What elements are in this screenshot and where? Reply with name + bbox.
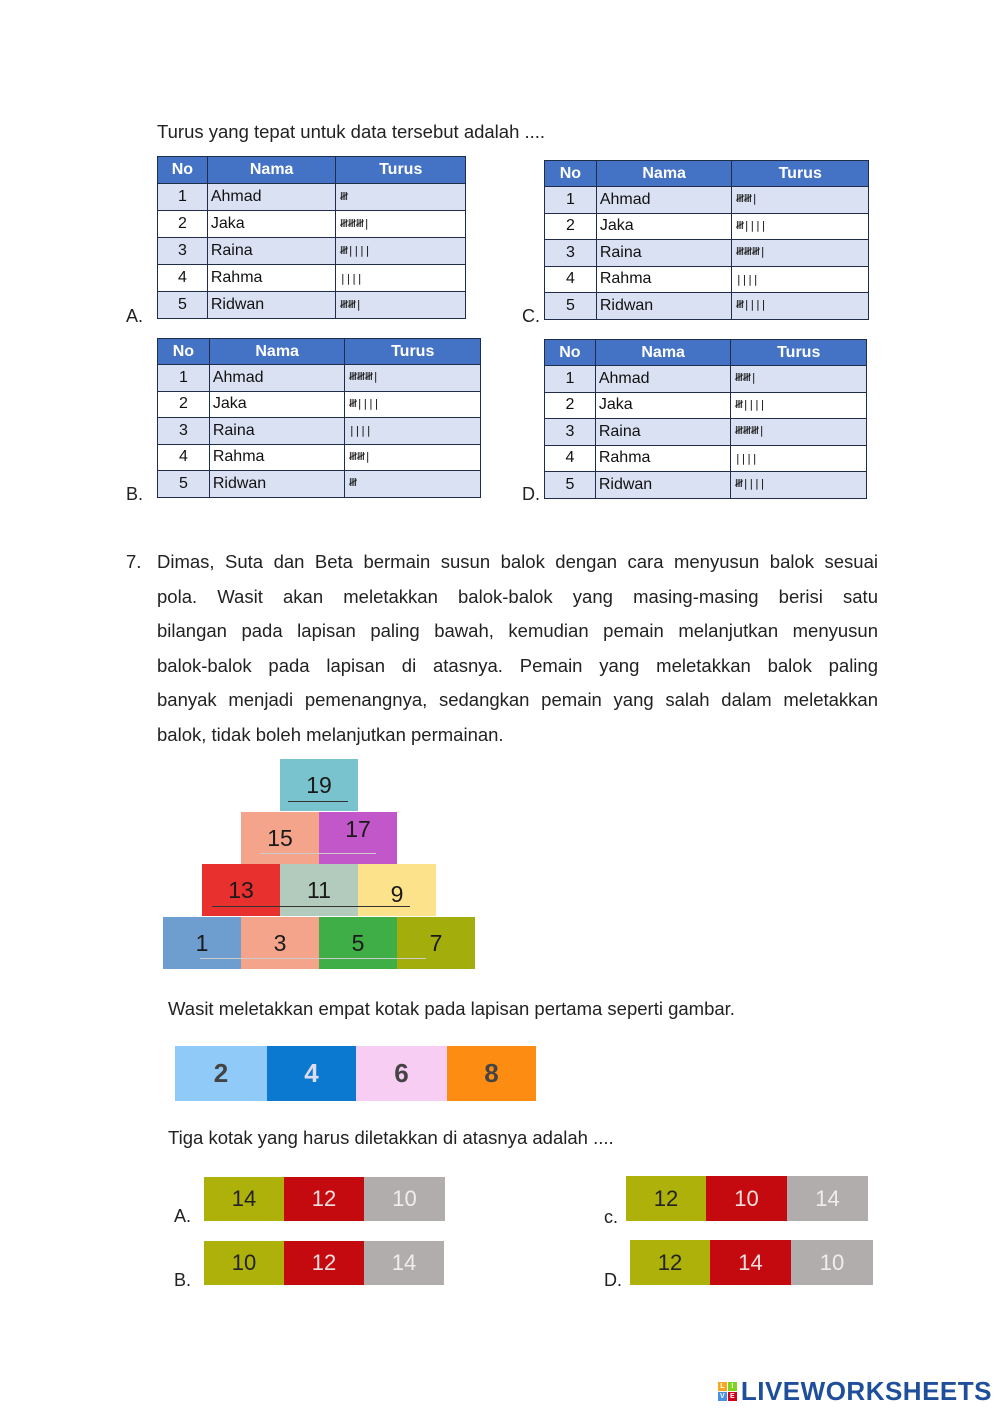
option-box: 12: [284, 1177, 364, 1221]
tally-marks: ||||: [336, 265, 466, 292]
table-row: 2 Jaka 𝍸||||: [545, 213, 869, 240]
header-no: No: [545, 161, 597, 187]
arrow-right-icon: [200, 958, 426, 959]
table-row: 2 Jaka 𝍸||||: [158, 391, 481, 418]
tally-marks: 𝍸||||: [731, 472, 867, 499]
header-turus: Turus: [336, 157, 466, 184]
option-box: 14: [710, 1240, 791, 1285]
tally-table-b: [157, 338, 481, 498]
header-nama: Nama: [207, 157, 336, 184]
tally-marks: 𝍸||||: [731, 392, 867, 419]
table-row: 3 Raina ||||: [158, 418, 481, 445]
table-row: 1 Ahmad 𝍸: [158, 184, 466, 211]
header-no: No: [158, 339, 210, 365]
tally-question: Turus yang tepat untuk data tersebut adalah ....: [157, 121, 546, 142]
option-box: 10: [791, 1240, 873, 1285]
tally-marks: ||||: [732, 266, 869, 293]
liveworksheets-logo: [718, 1376, 992, 1407]
layer-box: 6: [356, 1046, 447, 1101]
question-number: 7.: [126, 551, 142, 572]
question-line: balok-balok pada lapisan di atasnya. Pemain yang meletakkan balok paling: [157, 654, 878, 676]
option-a-label[interactable]: A.: [126, 306, 144, 326]
option-box: 12: [630, 1240, 710, 1285]
pyramid-block: 13: [202, 864, 280, 916]
tally-marks: 𝍸||||: [732, 213, 869, 240]
header-turus: Turus: [731, 340, 867, 366]
option-a-label[interactable]: A.: [174, 1206, 192, 1226]
table-row: 3 Raina 𝍸𝍸𝍸|: [545, 419, 867, 446]
tally-marks: ||||: [731, 445, 867, 472]
question-line: bilangan pada lapisan paling bawah, kemudian pemain melanjutkan menyusun: [157, 620, 878, 641]
tally-marks: 𝍸𝍸|: [336, 292, 466, 319]
table-row: 3 Raina 𝍸||||: [158, 238, 466, 265]
header-turus: Turus: [732, 161, 869, 187]
tally-marks: 𝍸𝍸𝍸|: [731, 419, 867, 446]
arrow-left-icon: [212, 906, 410, 907]
tally-marks: 𝍸: [336, 184, 466, 211]
tally-marks: 𝍸𝍸|: [732, 187, 869, 214]
pyramid-block: 3: [241, 917, 319, 969]
table-row: 5 Ridwan 𝍸: [158, 471, 481, 498]
tally-marks: 𝍸𝍸𝍸|: [336, 211, 466, 238]
option-box: 10: [706, 1176, 787, 1221]
table-row: 4 Rahma ||||: [545, 445, 867, 472]
table-row: 5 Ridwan 𝍸𝍸|: [158, 292, 466, 319]
tally-marks: 𝍸𝍸𝍸|: [732, 240, 869, 267]
pyramid-block: 5: [319, 917, 397, 969]
option-c-label[interactable]: c.: [604, 1207, 619, 1227]
logo-text: LIVEWORKSHEETS: [740, 1376, 992, 1406]
layer-box: 8: [447, 1046, 536, 1101]
tally-table-a: [157, 156, 466, 319]
pyramid-block: 15: [241, 812, 319, 864]
tally-table-c: [544, 160, 869, 320]
table-row: 1 Ahmad 𝍸𝍸𝍸|: [158, 365, 481, 392]
tally-marks: 𝍸𝍸|: [731, 366, 867, 393]
table-row: 2 Jaka 𝍸𝍸𝍸|: [158, 211, 466, 238]
pyramid-block: 1: [163, 917, 241, 969]
header-no: No: [158, 157, 208, 184]
option-box: 10: [364, 1177, 445, 1221]
tally-marks: 𝍸||||: [732, 293, 869, 320]
option-d-label[interactable]: D.: [522, 484, 540, 504]
tally-marks: 𝍸||||: [345, 391, 481, 418]
pyramid-block: 19: [280, 759, 358, 811]
tally-marks: 𝍸||||: [336, 238, 466, 265]
table-row: 1 Ahmad 𝍸𝍸|: [545, 366, 867, 393]
question-line: banyak menjadi pemenangnya, sedangkan pemain yang salah dalam meletakkan: [157, 689, 878, 710]
arrow-left-icon: [288, 801, 348, 802]
table-row: 4 Rahma 𝍸𝍸|: [158, 444, 481, 471]
header-no: No: [545, 340, 596, 366]
tally-table-d: [544, 339, 867, 499]
table-row: 1 Ahmad 𝍸𝍸|: [545, 187, 869, 214]
layer-box: 4: [267, 1046, 356, 1101]
question-line: Dimas, Suta dan Beta bermain susun balok dengan cara menyusun balok sesuai: [157, 551, 878, 572]
tally-marks: 𝍸𝍸|: [345, 444, 481, 471]
table-row: 5 Ridwan 𝍸||||: [545, 472, 867, 499]
pyramid-block: 9: [358, 864, 436, 916]
option-box: 12: [284, 1241, 364, 1285]
sub-question: Tiga kotak yang harus diletakkan di atasnya adalah ....: [168, 1127, 614, 1148]
pyramid-block: 7: [397, 917, 475, 969]
table-row: 4 Rahma ||||: [158, 265, 466, 292]
table-row: 4 Rahma ||||: [545, 266, 869, 293]
header-nama: Nama: [595, 340, 731, 366]
table-row: 2 Jaka 𝍸||||: [545, 392, 867, 419]
pyramid-block: 17: [319, 812, 397, 864]
option-box: 14: [204, 1177, 284, 1221]
option-d-label[interactable]: D.: [604, 1270, 622, 1290]
header-nama: Nama: [596, 161, 732, 187]
layer-box: 2: [175, 1046, 267, 1101]
question-line: balok, tidak boleh melanjutkan permainan.: [157, 723, 504, 745]
header-turus: Turus: [345, 339, 481, 365]
tally-marks: 𝍸𝍸𝍸|: [345, 365, 481, 392]
option-box: 14: [364, 1241, 444, 1285]
option-box: 14: [787, 1176, 868, 1221]
header-nama: Nama: [209, 339, 345, 365]
option-b-label[interactable]: B.: [174, 1270, 192, 1290]
logo-mark-icon: L I V E: [718, 1382, 737, 1401]
arrow-right-icon: [260, 853, 376, 854]
option-b-label[interactable]: B.: [126, 484, 144, 504]
referee-text: Wasit meletakkan empat kotak pada lapisan pertama seperti gambar.: [168, 998, 735, 1019]
option-c-label[interactable]: C.: [522, 306, 540, 326]
option-box: 12: [626, 1176, 706, 1221]
question-7-body: [157, 545, 878, 752]
table-row: 5 Ridwan 𝍸||||: [545, 293, 869, 320]
question-line: pola. Wasit akan meletakkan balok-balok yang masing-masing berisi satu: [157, 585, 878, 607]
pyramid-block: 11: [280, 864, 358, 916]
tally-marks: ||||: [345, 418, 481, 445]
table-row: 3 Raina 𝍸𝍸𝍸|: [545, 240, 869, 267]
option-box: 10: [204, 1241, 284, 1285]
tally-marks: 𝍸: [345, 471, 481, 498]
